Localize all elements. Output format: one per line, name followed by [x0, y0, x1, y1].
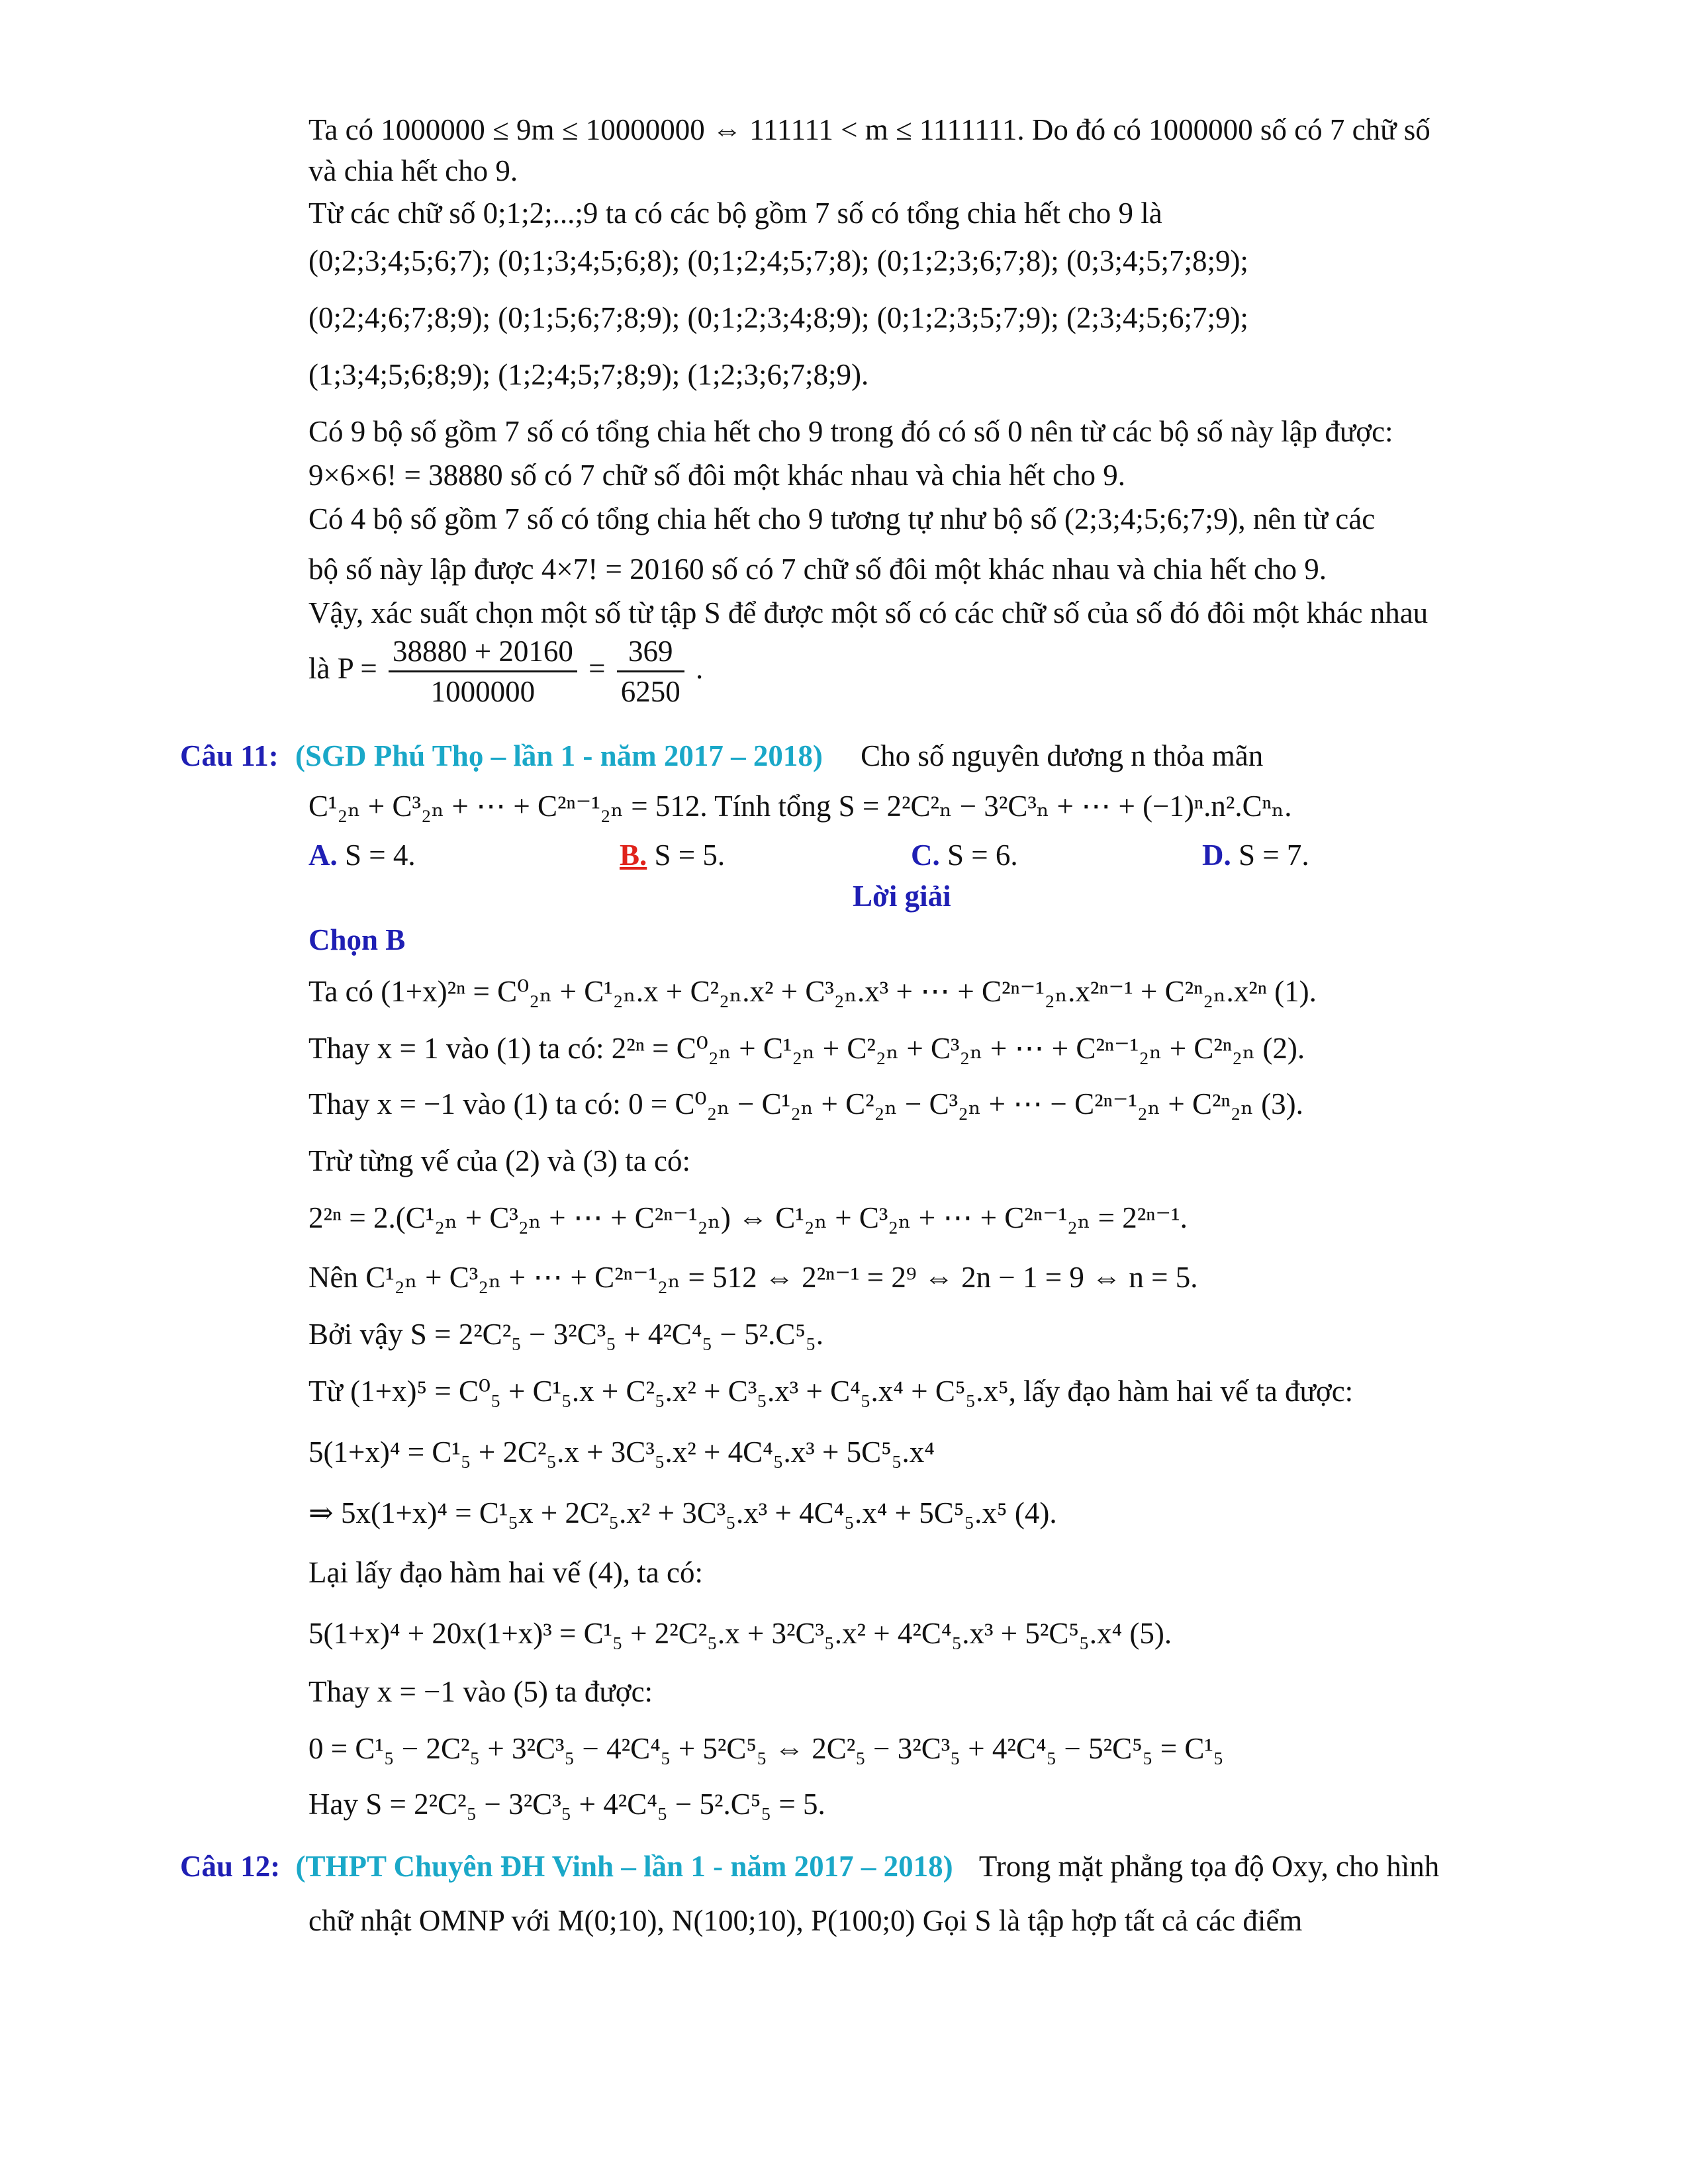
q11-text-1: Cho số nguyên dương n thỏa mãn [861, 739, 1264, 772]
intro-line-1: Ta có 1000000 ≤ 9m ≤ 10000000 ⇔ 111111 < m ≤ 1111111. Do đó có 1000000 số có 7 chữ số [308, 113, 1430, 146]
q12-label: Câu 12: [180, 1850, 281, 1883]
q11-step-8: Từ (1+x)⁵ = C⁰₅ + C¹₅.x + C²₅.x² + C³₅.x³ + C⁴₅.x⁴ + C⁵₅.x⁵, lấy đạo hàm hai vế ta được: [308, 1375, 1354, 1408]
probability-equals: = [588, 651, 606, 685]
fraction-1-numerator: 38880 + 20160 [389, 632, 577, 672]
q11-step-3: Thay x = −1 vào (1) ta có: 0 = C⁰₂ₙ − C¹₂ₙ + C²₂ₙ − C³₂ₙ + ⋯ − C²ⁿ⁻¹₂ₙ + C²ⁿ₂ₙ (3). [308, 1087, 1303, 1120]
q11-option-b-letter: B. [620, 839, 647, 872]
q11-solution-title: Lời giải [853, 880, 951, 913]
fraction-2-numerator: 369 [617, 632, 684, 672]
intro-line-2: và chia hết cho 9. [308, 154, 518, 187]
q11-option-c-text: S = 6. [947, 839, 1018, 872]
intro-line-11: Vậy, xác suất chọn một số từ tập S để được một số có các chữ số của số đó đôi một khác nhau [308, 596, 1429, 629]
q11-step-13: Thay x = −1 vào (5) ta được: [308, 1675, 653, 1708]
q11-header [180, 735, 1263, 777]
q11-step-7: Bởi vậy S = 2²C²₅ − 3²C³₅ + 4²C⁴₅ − 5².C⁵₅. [308, 1318, 823, 1351]
fraction-2 [617, 632, 684, 711]
fraction-2-denominator: 6250 [620, 675, 680, 708]
q11-step-1: Ta có (1+x)²ⁿ = C⁰₂ₙ + C¹₂ₙ.x + C²₂ₙ.x² + C³₂ₙ.x³ + ⋯ + C²ⁿ⁻¹₂ₙ.x²ⁿ⁻¹ + C²ⁿ₂ₙ.x²ⁿ (1). [308, 975, 1317, 1008]
q11-step-14: 0 = C¹₅ − 2C²₅ + 3²C³₅ − 4²C⁴₅ + 5²C⁵₅ ⇔ 2C²₅ − 3²C³₅ + 4²C⁴₅ − 5²C⁵₅ = C¹₅ [308, 1732, 1224, 1765]
intro-line-4: (0;2;3;4;5;6;7); (0;1;3;4;5;6;8); (0;1;2;4;5;7;8); (0;1;2;3;6;7;8); (0;3;4;5;7;8;9); [308, 244, 1248, 277]
q11-option-b-text: S = 5. [654, 839, 726, 872]
q11-step-12: 5(1+x)⁴ + 20x(1+x)³ = C¹₅ + 2²C²₅.x + 3²C³₅.x² + 4²C⁴₅.x³ + 5²C⁵₅.x⁴ (5). [308, 1617, 1172, 1650]
q11-option-d-letter: D. [1202, 839, 1231, 872]
intro-line-3: Từ các chữ số 0;1;2;...;9 ta có các bộ gồm 7 số có tổng chia hết cho 9 là [308, 197, 1162, 230]
q11-step-6: Nên C¹₂ₙ + C³₂ₙ + ⋯ + C²ⁿ⁻¹₂ₙ = 512 ⇔ 2²ⁿ⁻¹ = 2⁹ ⇔ 2n − 1 = 9 ⇔ n = 5. [308, 1261, 1198, 1294]
q11-text-2: C¹₂ₙ + C³₂ₙ + ⋯ + C²ⁿ⁻¹₂ₙ = 512. Tính tổng S = 2²C²ₙ − 3²C³ₙ + ⋯ + (−1)ⁿ.n².Cⁿₙ. [308, 790, 1292, 823]
q11-step-15: Hay S = 2²C²₅ − 3²C³₅ + 4²C⁴₅ − 5².C⁵₅ = 5. [308, 1788, 825, 1821]
q11-option-a-letter: A. [308, 839, 338, 872]
q11-step-2: Thay x = 1 vào (1) ta có: 2²ⁿ = C⁰₂ₙ + C¹₂ₙ + C²₂ₙ + C³₂ₙ + ⋯ + C²ⁿ⁻¹₂ₙ + C²ⁿ₂ₙ (2). [308, 1032, 1305, 1065]
q11-option-a [308, 834, 416, 876]
q12-header [180, 1845, 1439, 1888]
q11-option-a-text: S = 4. [345, 839, 416, 872]
q12-source: (THPT Chuyên ĐH Vinh – lần 1 - năm 2017 – 2018) [295, 1850, 953, 1883]
intro-line-9: Có 4 bộ số gồm 7 số có tổng chia hết cho 9 tương tự như bộ số (2;3;4;5;6;7;9), nên từ các [308, 502, 1376, 535]
probability-end: . [696, 651, 704, 685]
q12-text-2: chữ nhật OMNP với M(0;10), N(100;10), P(100;0) Gọi S là tập hợp tất cả các điểm [308, 1904, 1303, 1937]
q11-option-c [911, 834, 1018, 876]
q11-option-c-letter: C. [911, 839, 940, 872]
probability-formula [308, 632, 703, 711]
q11-step-10: ⇒ 5x(1+x)⁴ = C¹₅x + 2C²₅.x² + 3C³₅.x³ + 4C⁴₅.x⁴ + 5C⁵₅.x⁵ (4). [308, 1496, 1057, 1529]
intro-line-5: (0;2;4;6;7;8;9); (0;1;5;6;7;8;9); (0;1;2;3;4;8;9); (0;1;2;3;5;7;9); (2;3;4;5;6;7;9); [308, 301, 1248, 334]
q11-step-5: 2²ⁿ = 2.(C¹₂ₙ + C³₂ₙ + ⋯ + C²ⁿ⁻¹₂ₙ) ⇔ C¹₂ₙ + C³₂ₙ + ⋯ + C²ⁿ⁻¹₂ₙ = 2²ⁿ⁻¹. [308, 1201, 1188, 1234]
q11-step-4: Trừ từng vế của (2) và (3) ta có: [308, 1144, 690, 1177]
q11-label: Câu 11: [180, 739, 279, 772]
q11-step-11: Lại lấy đạo hàm hai vế (4), ta có: [308, 1556, 704, 1589]
q11-choice: Chọn B [308, 923, 406, 956]
intro-line-8: 9×6×6! = 38880 số có 7 chữ số đôi một khác nhau và chia hết cho 9. [308, 459, 1126, 492]
intro-line-10: bộ số này lập được 4×7! = 20160 số có 7 chữ số đôi một khác nhau và chia hết cho 9. [308, 553, 1327, 586]
q11-option-b [620, 834, 725, 876]
fraction-1 [389, 632, 577, 711]
q11-option-d [1202, 834, 1309, 876]
intro-line-7: Có 9 bộ số gồm 7 số có tổng chia hết cho 9 trong đó có số 0 nên từ các bộ số này lập được: [308, 415, 1393, 448]
fraction-1-denominator: 1000000 [430, 675, 536, 708]
intro-line-6: (1;3;4;5;6;8;9); (1;2;4;5;7;8;9); (1;2;3;6;7;8;9). [308, 358, 869, 391]
q12-text-1: Trong mặt phẳng tọa độ Oxy, cho hình [978, 1850, 1440, 1883]
q11-source: (SGD Phú Thọ – lần 1 - năm 2017 – 2018) [295, 739, 823, 772]
probability-prefix: là P = [308, 651, 377, 685]
q11-step-9: 5(1+x)⁴ = C¹₅ + 2C²₅.x + 3C³₅.x² + 4C⁴₅.x³ + 5C⁵₅.x⁴ [308, 1435, 935, 1469]
q11-option-d-text: S = 7. [1239, 839, 1309, 872]
